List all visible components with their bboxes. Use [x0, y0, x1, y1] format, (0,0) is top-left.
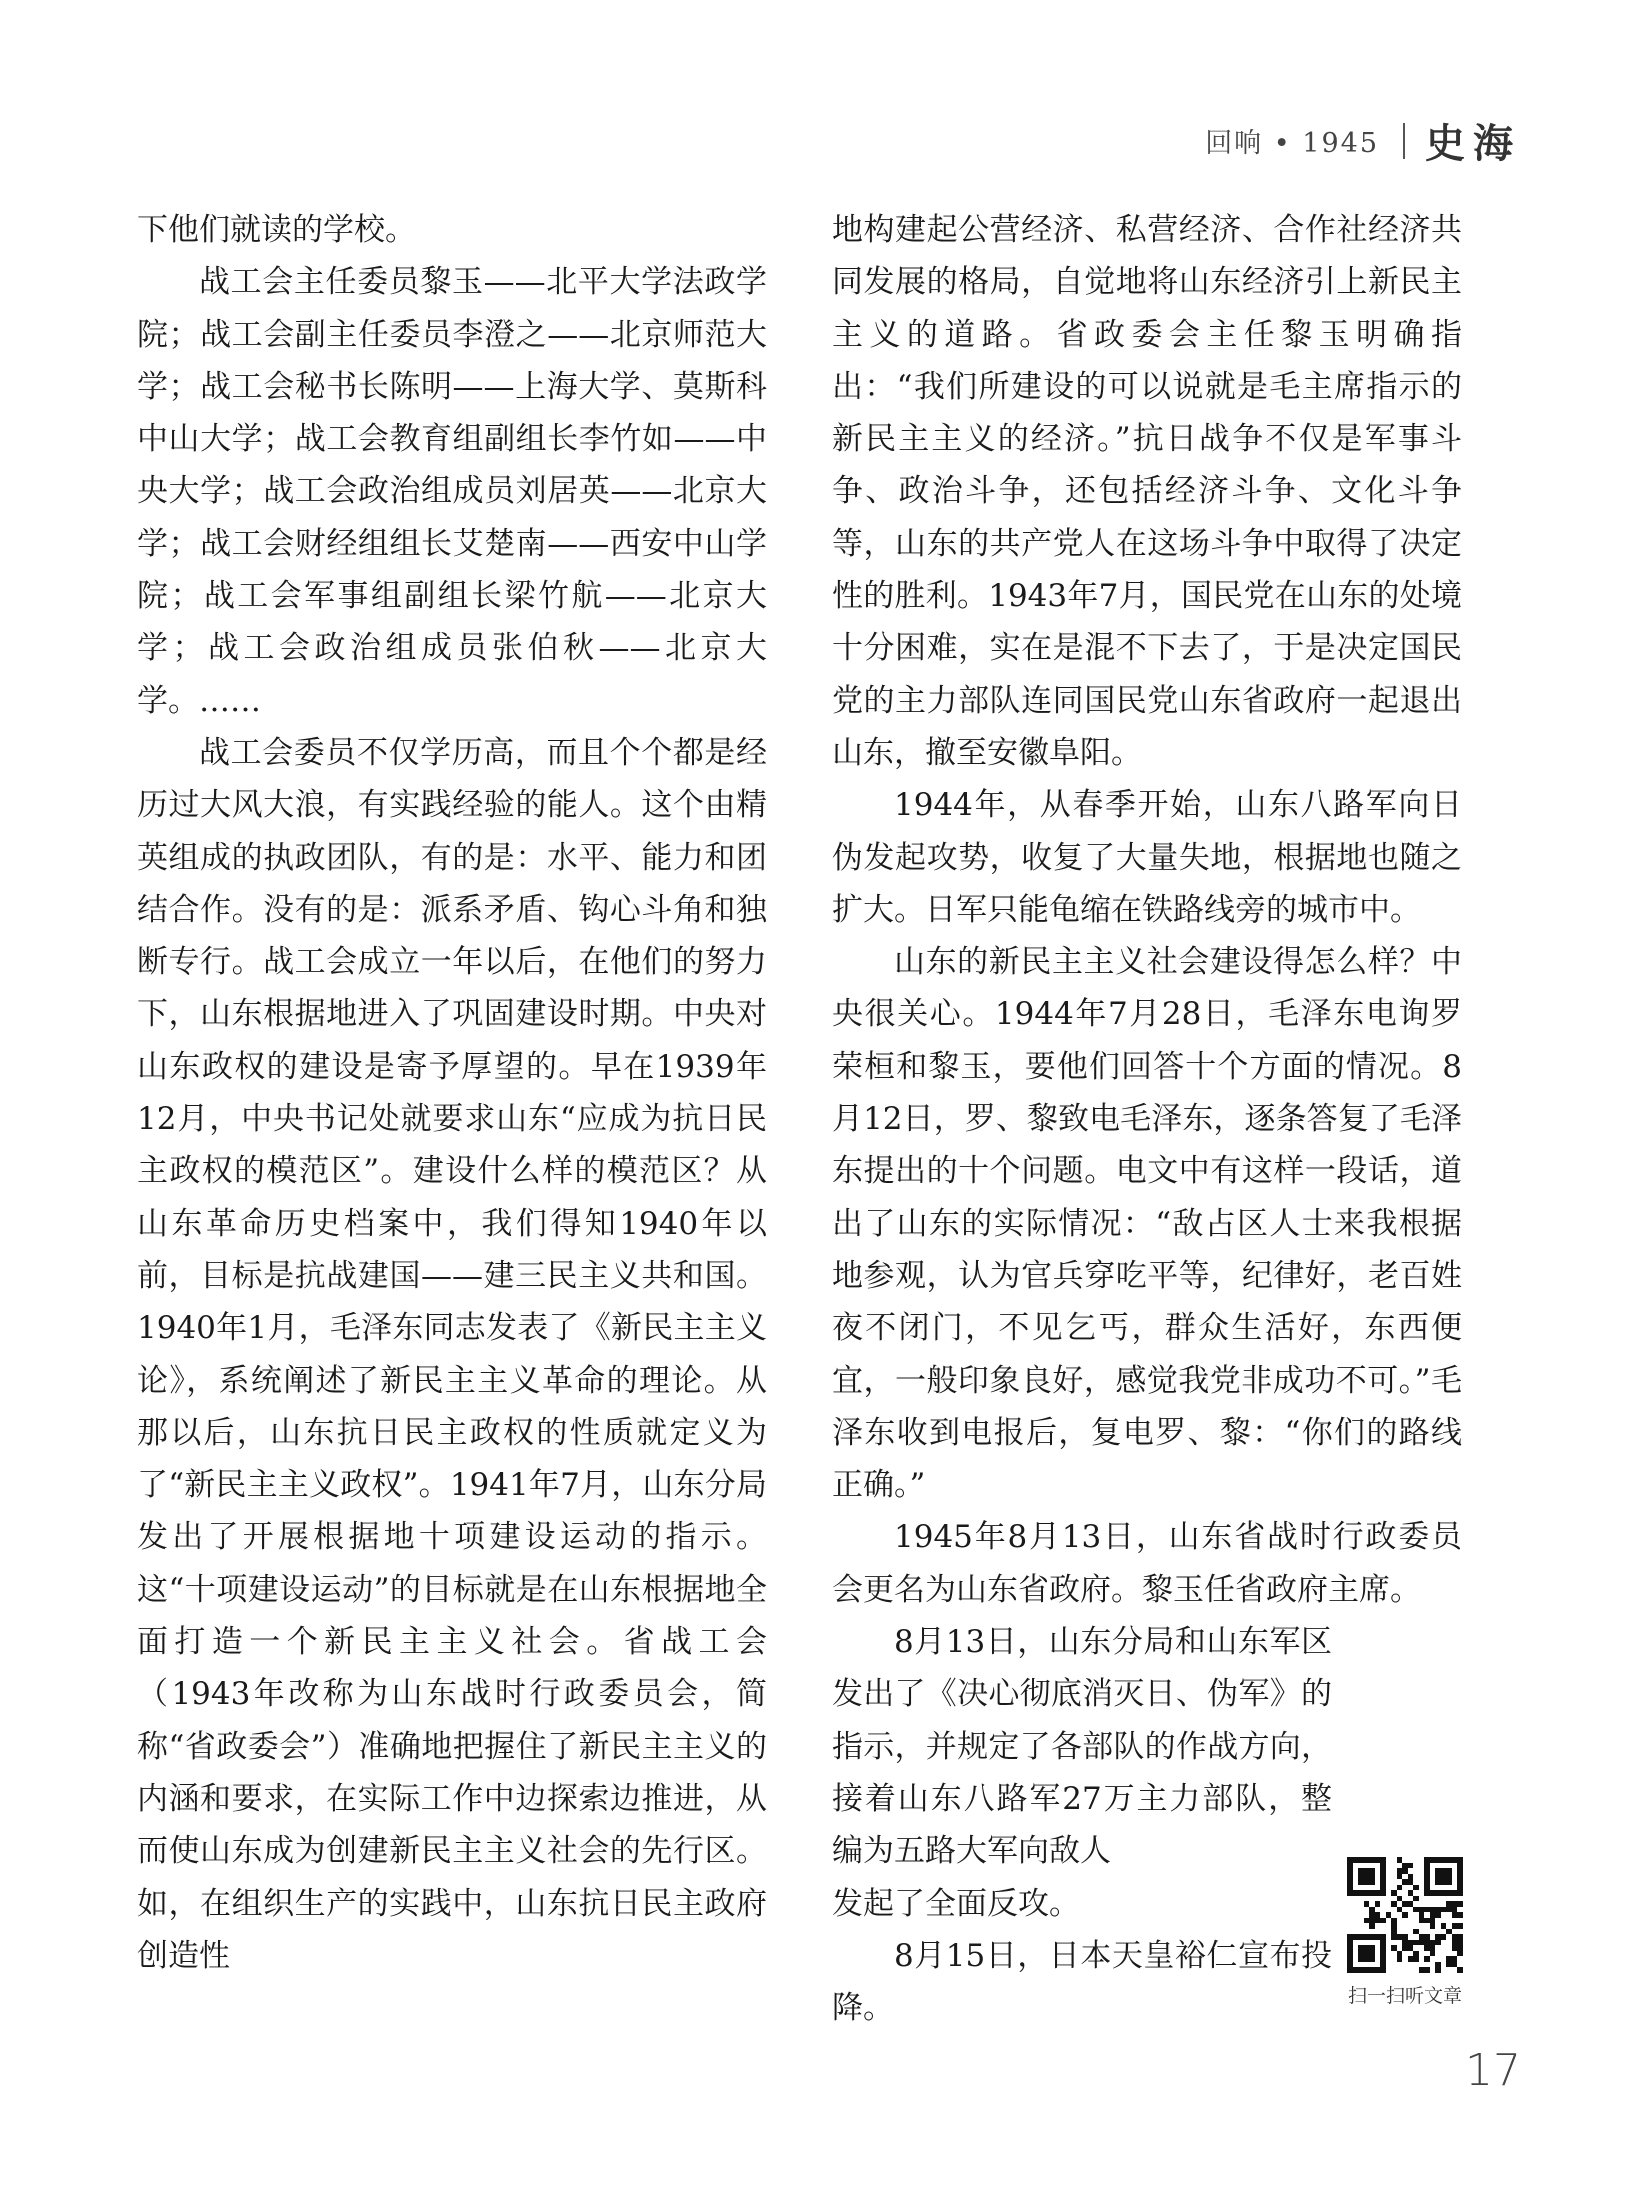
running-head-subtitle: 回响 • 1945 [1205, 128, 1379, 159]
section-title: 史海 [1425, 120, 1521, 167]
page-number: 17 [1465, 2045, 1521, 2096]
page-header [1205, 112, 1521, 169]
paragraph: 地构建起公营经济、私营经济、合作社经济共同发展的格局，自觉地将山东经济引上新民主主义的道路。省政委会主任黎玉明确指出：“我们所建设的可以说就是毛主席指示的新民主主义的经济。”抗日战争不仅是军事斗争、政治斗争，还包括经济斗争、文化斗争等，山东的共产党人在这场斗争中取得了决定性的胜利。1943年7月，国民党在山东的处境十分困难，实在是混不下去了，于是决定国民党的主力部队连同国民党山东省政府一起退出山东，撤至安徽阜阳。 [832, 212, 1462, 771]
right-text-column [832, 204, 1462, 2034]
paragraph: 8月15日，日本天皇裕仁宣布投降。 [832, 1937, 1332, 2027]
left-text-column [137, 204, 767, 1982]
paragraph: 战工会主任委员黎玉——北平大学法政学院；战工会副主任委员李澄之——北京师范大学；战工会秘书长陈明——上海大学、莫斯科中山大学；战工会教育组副组长李竹如——中央大学；战工会政治组成员刘居英——北京大学；战工会财经组组长艾楚南——西安中山学院；战工会军事组副组长梁竹航——北京大学；战工会政治组成员张伯秋——北京大学。…… [137, 264, 767, 719]
paragraph: 8月13日，山东分局和山东军区发出了《决心彻底消灭日、伪军》的指示，并规定了各部队的作战方向，接着山东八路军27万主力部队，整编为五路大军向敌人 [832, 1624, 1332, 1870]
paragraph: 1944年，从春季开始，山东八路军向日伪发起攻势，收复了大量失地，根据地也随之扩大。日军只能龟缩在铁路线旁的城市中。 [832, 787, 1462, 928]
paragraph: 发起了全面反攻。 [832, 1885, 1080, 1922]
paragraph: 战工会委员不仅学历高，而且个个都是经历过大风大浪，有实践经验的能人。这个由精英组成的执政团队，有的是：水平、能力和团结合作。没有的是：派系矛盾、钩心斗角和独断专行。战工会成立一年以后，在他们的努力下，山东根据地进入了巩固建设时期。中央对山东政权的建设是寄予厚望的。早在1939年12月，中央书记处就要求山东“应成为抗日民主政权的模范区”。建设什么样的模范区？从山东革命历史档案中，我们得知1940年以前，目标是抗战建国——建三民主义共和国。1940年1月，毛泽东同志发表了《新民主主义论》，系统阐述了新民主主义革命的理论。从那以后，山东抗日民主政权的性质就定义为了“新民主主义政权”。1941年7月，山东分局发出了开展根据地十项建设运动的指示。这“十项建设运动”的目标就是在山东根据地全面打造一个新民主主义社会。省战工会（1943年改称为山东战时行政委员会，简称“省政委会”）准确地把握住了新民主主义的内涵和要求，在实际工作中边探索边推进，从而使山东成为创建新民主主义社会的先行区。如，在组织生产的实践中，山东抗日民主政府创造性 [137, 734, 767, 1974]
paragraph: 山东的新民主主义社会建设得怎么样？中央很关心。1944年7月28日，毛泽东电询罗荣桓和黎玉，要他们回答十个方面的情况。8月12日，罗、黎致电毛泽东，逐条答复了毛泽东提出的十个问题。电文中有这样一段话，道出了山东的实际情况：“敌占区人士来我根据地参观，认为官兵穿吃平等，纪律好，老百姓夜不闭门，不见乞丐，群众生活好，东西便宜，一般印象良好，感觉我党非成功不可。”毛泽东收到电报后，复电罗、黎：“你们的路线正确。” [832, 944, 1462, 1504]
qr-code-block[interactable] [1340, 1857, 1470, 2008]
paragraph: 下他们就读的学校。 [137, 212, 416, 248]
qr-code-image[interactable] [1347, 1857, 1463, 1973]
paragraph: 1945年8月13日，山东省战时行政委员会更名为山东省政府。黎玉任省政府主席。 [832, 1519, 1462, 1608]
header-divider [1403, 123, 1405, 159]
qr-caption: 扫一扫听文章 [1347, 1985, 1462, 2007]
